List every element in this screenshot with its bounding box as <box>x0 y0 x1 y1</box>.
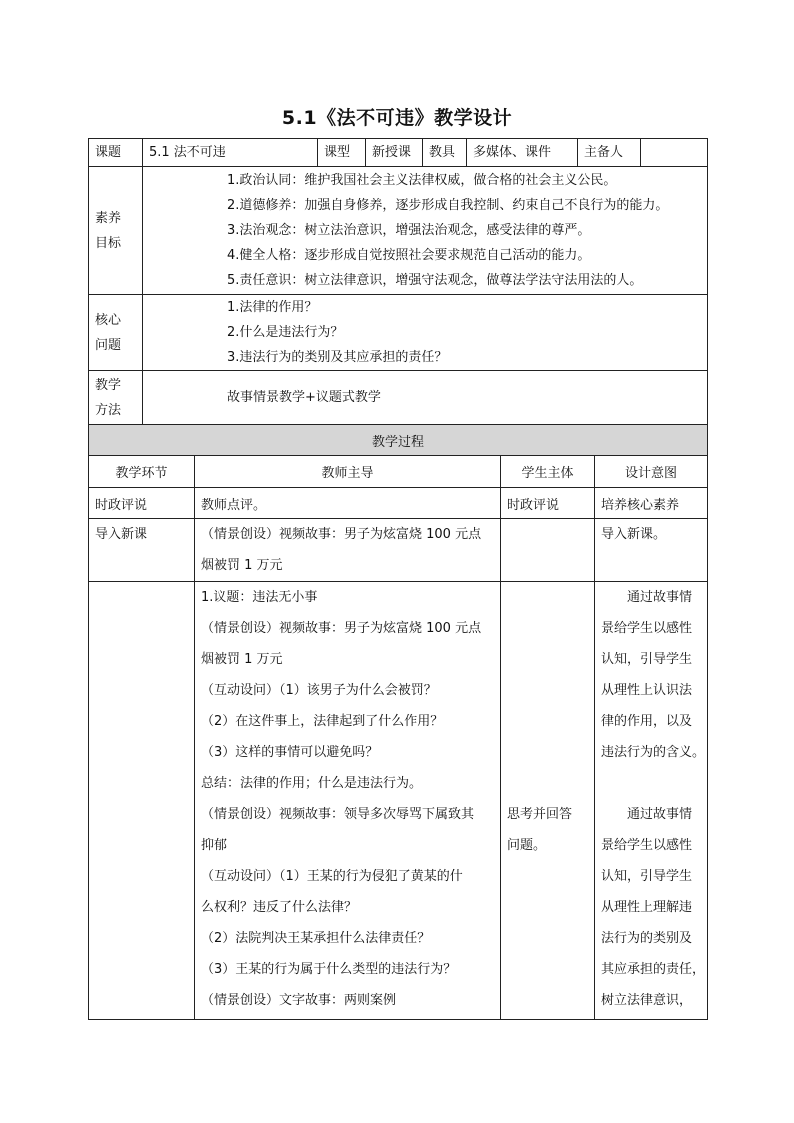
row1-student: 时政评说 <box>501 488 595 519</box>
row3-teacher-line: （情景创设）视频故事：领导多次辱骂下属致其 <box>201 807 475 822</box>
row2-student <box>501 519 595 582</box>
method-label-line: 方法 <box>95 402 122 418</box>
row3-intent-line: 从理性上认识法 <box>601 683 693 698</box>
row3-intent <box>595 582 708 1020</box>
row3-teacher-line: 总结：法律的作用；什么是违法行为。 <box>201 776 423 791</box>
row3-teacher-line: （情景创设）文字故事：两则案例 <box>201 993 397 1008</box>
row2-teacher <box>195 519 501 582</box>
preparer-label: 主备人 <box>578 139 641 167</box>
row3-intent-line: 景给学生以感性 <box>601 621 693 636</box>
process-table <box>88 424 708 1020</box>
row3-teacher-line: （3）王某的行为属于什么类型的违法行为？ <box>201 962 457 977</box>
row3-intent-line: 从理性上理解违 <box>601 900 693 915</box>
row3-teacher-line: （互动设问）（1）王某的行为侵犯了黄某的什 <box>201 869 463 884</box>
row3-teacher-line: （2）法院判决王某承担什么法律责任？ <box>201 931 431 946</box>
core-label-line: 问题 <box>95 337 122 353</box>
course-value: 5.1 法不可违 <box>143 139 318 167</box>
header-student: 学生主体 <box>501 456 595 488</box>
preparer-value <box>641 139 708 167</box>
process-title: 教学过程 <box>89 425 708 456</box>
literacy-label <box>89 167 143 295</box>
row3-teacher <box>195 582 501 1020</box>
core-item: 3.违法行为的类别及其应承担的责任？ <box>227 350 448 365</box>
method-label-line: 教学 <box>95 377 122 393</box>
type-label: 课型 <box>318 139 366 167</box>
course-label: 课题 <box>89 139 143 167</box>
row2-stage <box>89 519 195 582</box>
row2-teacher-line: （情景创设）视频故事：男子为炫富烧 100 元点 <box>201 527 482 542</box>
method-value: 故事情景教学+议题式教学 <box>143 371 708 425</box>
literacy-item: 5.责任意识：树立法律意识，增强守法观念，做尊法学法守法用法的人。 <box>227 273 643 288</box>
core-item: 1.法律的作用？ <box>227 300 318 315</box>
row1-stage: 时政评说 <box>89 488 195 519</box>
row3-intent-line: 其应承担的责任， <box>601 962 706 977</box>
row3-intent-line: 认知，引导学生 <box>601 869 693 884</box>
info-table <box>88 138 708 425</box>
row1-intent: 培养核心素养 <box>595 488 708 519</box>
row3-student-line: 思考并回答 <box>507 807 573 822</box>
header-teacher: 教师主导 <box>195 456 501 488</box>
literacy-label-line: 素养 <box>95 210 122 226</box>
row3-teacher-line: （情景创设）视频故事：男子为炫富烧 100 元点 <box>201 621 482 636</box>
tools-value: 多媒体、课件 <box>467 139 578 167</box>
row3-intent-line: 律的作用，以及 <box>601 714 693 729</box>
row2-intent-text: 导入新课。 <box>601 527 667 542</box>
header-stage: 教学环节 <box>89 456 195 488</box>
literacy-item: 1.政治认同：维护我国社会主义法律权威，做合格的社会主义公民。 <box>227 173 617 188</box>
row3-teacher-line: （3）这样的事情可以避免吗？ <box>201 745 379 760</box>
row3-intent-line: 景给学生以感性 <box>601 838 693 853</box>
literacy-item: 4.健全人格：逐步形成自觉按照社会要求规范自己活动的能力。 <box>227 248 591 263</box>
row3-teacher-line: 1.议题：违法无小事 <box>201 590 318 605</box>
literacy-label-line: 目标 <box>95 235 122 251</box>
row3-intent-line: 树立法律意识， <box>601 993 693 1008</box>
tools-label: 教具 <box>423 139 467 167</box>
row3-intent-line: 违法行为的含义。 <box>601 745 706 760</box>
row2-teacher-line: 烟被罚 1 万元 <box>201 558 283 573</box>
core-item: 2.什么是违法行为？ <box>227 325 344 340</box>
core-label-line: 核心 <box>95 312 122 328</box>
row3-student <box>501 582 595 1020</box>
literacy-item: 2.道德修养：加强自身修养，逐步形成自我控制、约束自己不良行为的能力。 <box>227 198 669 213</box>
row3-teacher-line: 么权利？违反了什么法律？ <box>201 900 358 915</box>
row2-stage-text: 导入新课 <box>95 527 148 542</box>
literacy-item: 3.法治观念：树立法治意识，增强法治观念，感受法律的尊严。 <box>227 223 591 238</box>
core-questions <box>143 295 708 371</box>
core-label <box>89 295 143 371</box>
row3-teacher-line: 抑郁 <box>201 838 228 853</box>
row3-intent-line: 通过故事情 <box>627 807 693 822</box>
row3-student-line: 问题。 <box>507 838 547 853</box>
row1-teacher: 教师点评。 <box>195 488 501 519</box>
literacy-goals <box>143 167 708 295</box>
document-title: 5.1《法不可违》教学设计 <box>281 107 513 129</box>
row3-intent-line: 认知，引导学生 <box>601 652 693 667</box>
header-intent: 设计意图 <box>595 456 708 488</box>
type-value: 新授课 <box>366 139 423 167</box>
row3-intent-line: 通过故事情 <box>627 590 693 605</box>
row3-teacher-line: （互动设问）（1）该男子为什么会被罚？ <box>201 683 437 698</box>
row3-teacher-line: （2）在这件事上，法律起到了什么作用？ <box>201 714 444 729</box>
row3-stage <box>89 582 195 1020</box>
row3-teacher-line: 烟被罚 1 万元 <box>201 652 283 667</box>
row2-intent <box>595 519 708 582</box>
row3-intent-line: 法行为的类别及 <box>601 931 693 946</box>
method-label <box>89 371 143 425</box>
